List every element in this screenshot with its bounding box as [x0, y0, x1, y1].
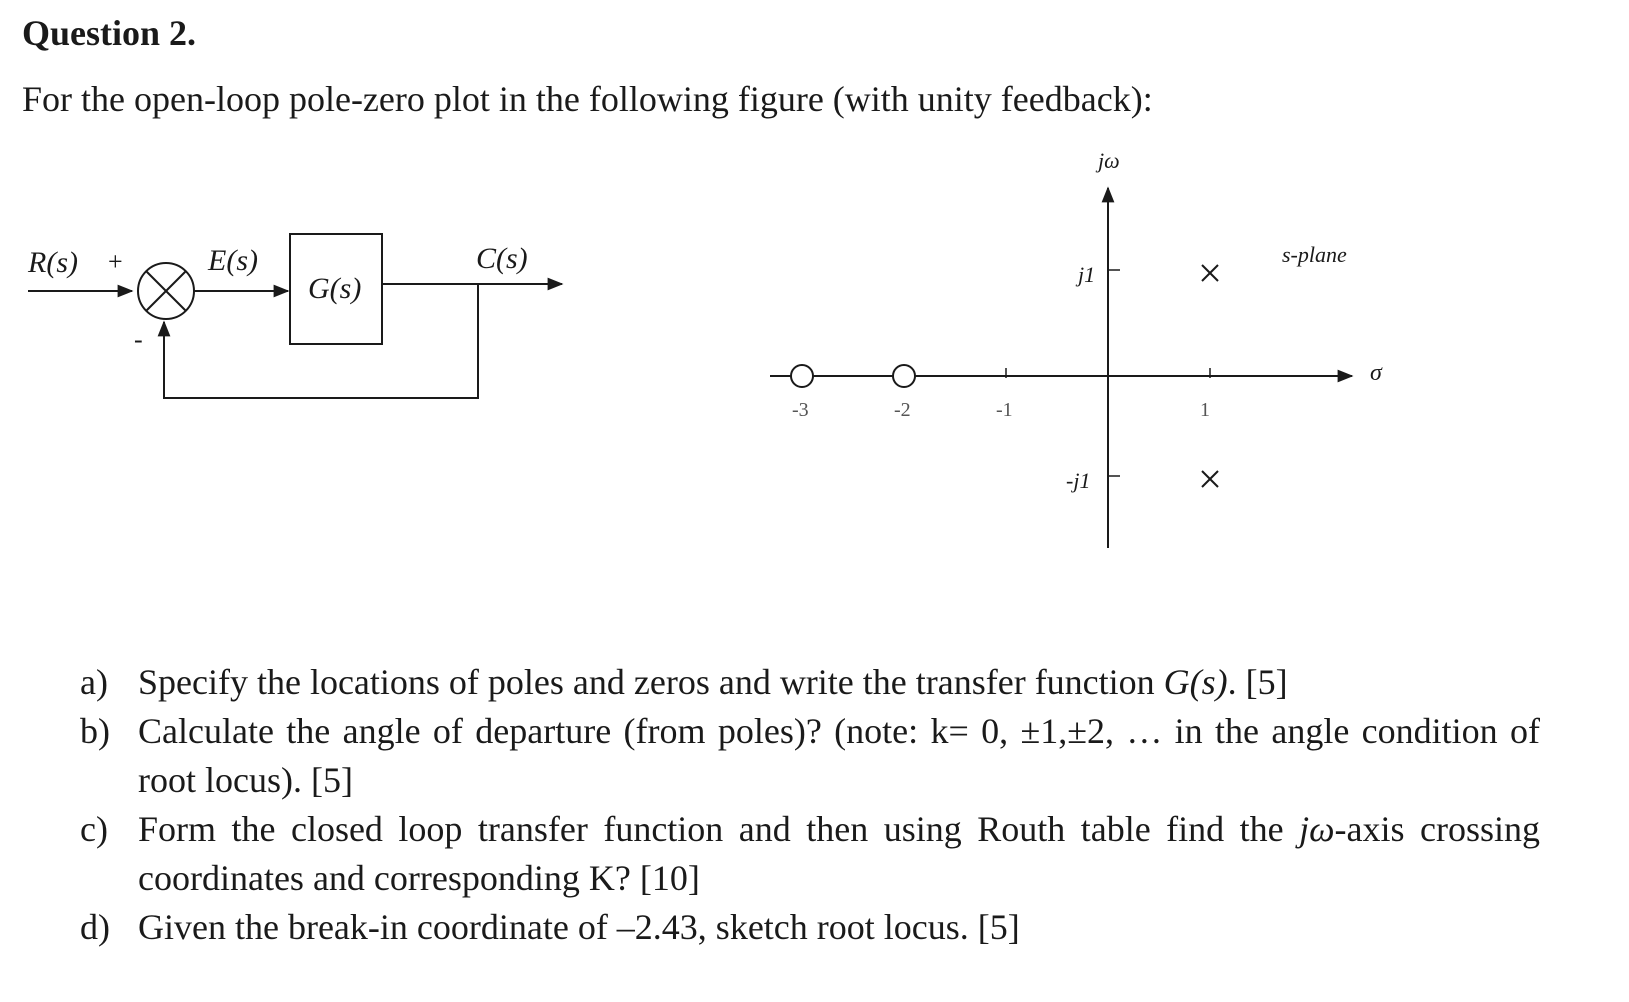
- question-math: G(s): [1163, 662, 1228, 702]
- real-tick-label-1: -2: [894, 399, 911, 421]
- question-text-part: Calculate the angle of departure (from poles)? (note: k= 0, ±1,±2, … in the angle condition of root locus). [5]: [138, 711, 1540, 800]
- question-text: [138, 707, 1540, 805]
- output-label: C(s): [476, 242, 528, 275]
- question-text-part: Specify the locations of poles and zeros and write the transfer function: [138, 662, 1164, 702]
- error-label: E(s): [208, 244, 258, 277]
- tick-neg-j1-label: -j1: [1066, 468, 1091, 493]
- question-text-part: Form the closed loop transfer function and then using Routh table find the: [138, 809, 1300, 849]
- question-text-part: . [5]: [1227, 662, 1288, 702]
- question-heading: Question 2.: [22, 13, 197, 53]
- pole-marker-1: [1202, 471, 1218, 487]
- question-item-0: [80, 658, 1540, 707]
- tick-j1-label: j1: [1078, 262, 1096, 287]
- s-plane-plot: [770, 148, 1383, 548]
- question-marker: a): [80, 662, 108, 702]
- real-tick-label-2: -1: [996, 399, 1013, 421]
- minus-sign: -: [134, 325, 143, 354]
- question-math: jω: [1299, 809, 1335, 849]
- question-item-3: [80, 903, 1540, 952]
- plus-sign: +: [108, 247, 123, 276]
- imag-axis-label: jω: [1098, 148, 1120, 173]
- question-marker: c): [80, 809, 108, 849]
- plant-label: G(s): [308, 272, 362, 305]
- question-marker: b): [80, 711, 110, 751]
- real-tick-label-3: 1: [1200, 399, 1210, 421]
- question-list: [80, 658, 1540, 952]
- pole-marker-0: [1202, 265, 1218, 281]
- question-text-part: Given the break-in coordinate of –2.43, sketch root locus. [5]: [138, 907, 1020, 947]
- question-text-part: -axis crossing coordinates and corresponding K? [10]: [138, 809, 1540, 898]
- zero-marker-1: [893, 365, 915, 387]
- intro-text: For the open-loop pole-zero plot in the following figure (with unity feedback):: [22, 79, 1153, 119]
- real-tick-label-0: -3: [792, 399, 809, 421]
- question-text: [138, 805, 1540, 903]
- s-plane-label: s-plane: [1282, 242, 1347, 267]
- zero-marker-0: [791, 365, 813, 387]
- question-text: [138, 658, 1540, 707]
- question-item-1: [80, 707, 1540, 805]
- real-axis-label: σ: [1370, 360, 1382, 386]
- input-label: R(s): [28, 246, 78, 279]
- question-text: [138, 903, 1540, 952]
- question-marker: d): [80, 907, 110, 947]
- question-item-2: [80, 805, 1540, 903]
